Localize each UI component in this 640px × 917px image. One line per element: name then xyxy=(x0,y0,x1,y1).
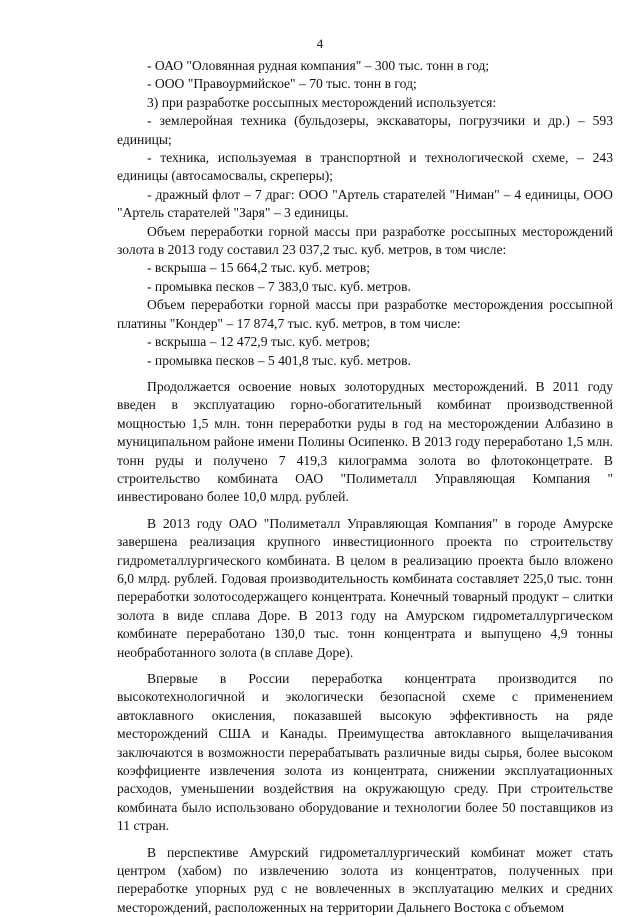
paragraph: - ООО "Правоурмийское" – 70 тыс. тонн в год; xyxy=(147,76,417,92)
paragraph: - промывка песков – 5 401,8 тыс. куб. метров. xyxy=(147,352,411,368)
document-body xyxy=(117,57,613,917)
paragraph: В перспективе Амурский гидрометаллургический комбинат может стать центром (хабом) по извлечению золота из концентратов, полученных при переработке упорных руд с не вовлеченных в эксплуатацию мелких и средних месторождений, расположенных на территории Дальнего Востока с объемом xyxy=(117,844,613,915)
paragraph: Объем переработки горной массы при разработке россыпных месторождений золота в 2013 году составил 23 037,2 тыс. куб. метров, в том числе: xyxy=(117,223,613,258)
paragraph: Объем переработки горной массы при разработке месторождения россыпной платины "Кондер" – 17 874,7 тыс. куб. метров, в том числе: xyxy=(117,297,613,331)
paragraph: - вскрыша – 15 664,2 тыс. куб. метров; xyxy=(147,260,371,276)
paragraph: Впервые в России переработка концентрата производится по высокотехнологичной и экологически безопасной схеме с применением автоклавного окисления, показавшей высокую эффективность на ряде месторождений США и Канады. Преимущества автоклавного выщелачивания заключаются в возможности перерабатывать различные виды сырья, более высоком коэффициенте извлечения золота из концентрата, снижении эксплуатационных расходов, уменьшении воздействия на окружающую среду. При строительстве комбината было использовано оборудование и технологии более 50 поставщиков из 11 стран. xyxy=(117,671,613,834)
paragraph: - промывка песков – 7 383,0 тыс. куб. метров. xyxy=(147,278,411,294)
page-number: 4 xyxy=(316,36,324,51)
paragraph: - вскрыша – 12 472,9 тыс. куб. метров; xyxy=(147,334,371,350)
paragraph: - ОАО "Оловянная рудная компания" – 300 тыс. тонн в год; xyxy=(147,58,490,73)
paragraph: В 2013 году ОАО "Полиметалл Управляющая Компания" в городе Амурске завершена реализация крупного инвестиционного проекта по строительству гидрометаллургического комбината. В целом в реализацию проекта было вложено 6,0 млрд. рублей. Годовая производительность комбината составляет 225,0 тыс. тонн переработки золотосодержащего концентрата. Конечный товарный продукт – слитки золота в виде сплава Доре. В 2013 году на Амурском гидрометаллургическом комбинате переработано 130,0 тыс. тонн концентрата и выпущено 4,9 тонны необработанного золота (в сплаве Доре). xyxy=(117,515,613,660)
paragraph: - дражный флот – 7 драг: ООО "Артель старателей "Ниман" – 4 единицы, ООО "Артель старателей "Заря" – 3 единицы. xyxy=(117,186,613,221)
paragraph: 3) при разработке россыпных месторождений используется: xyxy=(147,94,497,110)
paragraph: - техника, используемая в транспортной и технологической схеме, – 243 единицы (автосамосвалы, скреперы); xyxy=(117,150,613,184)
paragraph: Продолжается освоение новых золоторудных месторождений. В 2011 году введен в эксплуатацию горно-обогатительный комбинат производственной мощностью 1,5 млн. тонн переработки руды в год на месторождении Албазино в муниципальном районе имени Полины Осипенко. В 2013 году переработано 1,5 млн. тонн руды и получено 7 419,3 килограмма золота во флотоконцетрате. В строительство комбината ОАО "Полиметалл Управляющая Компания " инвестировано более 10,0 млрд. рублей. xyxy=(117,378,613,505)
paragraph: - землеройная техника (бульдозеры, экскаваторы, погрузчики и др.) – 593 единицы; xyxy=(117,113,613,147)
